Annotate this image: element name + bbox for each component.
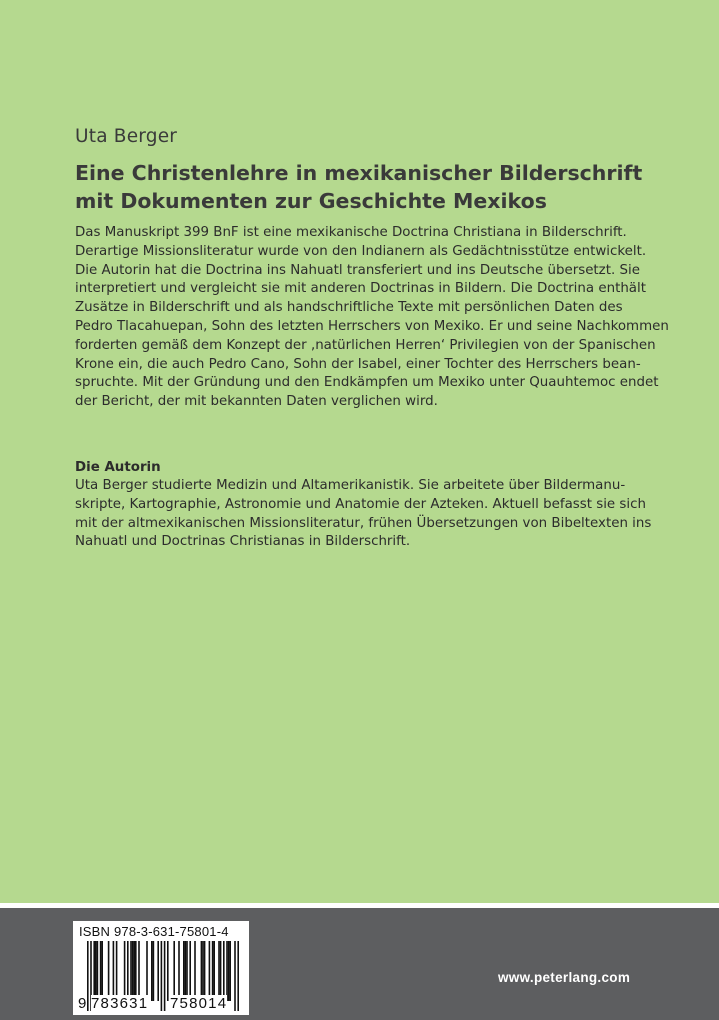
barcode-bar bbox=[95, 941, 97, 1001]
barcode-bar bbox=[204, 941, 206, 1001]
barcode-bar bbox=[133, 941, 135, 1001]
barcode-bar bbox=[108, 941, 110, 1001]
barcode-bar bbox=[173, 941, 175, 1001]
barcode-digits bbox=[73, 995, 249, 1013]
description-line: Das Manuskript 399 BnF ist eine mexikanische Doctrina Christiana in Bilderschrift. bbox=[75, 225, 627, 240]
description-line: Derartige Missionsliteratur wurde von den Indianern als Gedächtnisstütze entwickelt. bbox=[75, 243, 647, 259]
bio-heading: Die Autorin bbox=[75, 460, 161, 475]
description-line: interpretiert und vergleicht sie mit anderen Doctrinas in Bildern. Die Doctrina enthält bbox=[75, 281, 646, 297]
barcode-bar bbox=[178, 941, 180, 1001]
barcode-block bbox=[73, 921, 249, 1015]
barcode-bar bbox=[124, 941, 126, 1001]
barcode-bar bbox=[220, 941, 222, 1001]
barcode-bar bbox=[100, 941, 102, 1001]
barcode-bar bbox=[189, 941, 191, 1001]
barcode-bar bbox=[186, 941, 188, 1001]
bio-line: mit der altmexikanischen Missionsliteratur, frühen Übersetzungen von Bibeltexten ins bbox=[75, 515, 652, 531]
barcode-bar bbox=[116, 941, 118, 1001]
description-line: Die Autorin hat die Doctrina ins Nahuatl transferiert und ins Deutsche übersetzt. Sie bbox=[75, 262, 640, 278]
barcode-bar bbox=[223, 941, 225, 1001]
barcode-bar bbox=[183, 941, 185, 1001]
barcode-bar bbox=[151, 941, 153, 1001]
barcode-bar bbox=[101, 941, 103, 1001]
barcode-bar bbox=[153, 941, 155, 1001]
description-line: Krone ein, die auch Pedro Cano, Sohn der Isabel, einer Tochter des Herrschers bean- bbox=[75, 356, 641, 372]
description-line: forderten gemäß dem Konzept der ‚natürlichen Herren‘ Privilegien von der Spanischen bbox=[75, 337, 656, 353]
barcode-bar bbox=[113, 941, 115, 1001]
barcode-bar bbox=[138, 941, 140, 1001]
barcode-bar bbox=[135, 941, 137, 1001]
book-title bbox=[75, 159, 675, 215]
author-name: Uta Berger bbox=[75, 126, 178, 147]
bio-line: Nahuatl und Doctrinas Christianas in Bilderschrift. bbox=[75, 534, 411, 550]
barcode-bar bbox=[132, 941, 134, 1001]
barcode-bar bbox=[157, 941, 159, 1001]
barcode-bar bbox=[146, 941, 148, 1001]
book-description bbox=[75, 224, 669, 412]
bio-line: Uta Berger studierte Medizin und Altamerikanistik. Sie arbeitete über Bildermanu- bbox=[75, 478, 626, 493]
barcode-bar bbox=[194, 941, 196, 1001]
barcode-bar bbox=[213, 941, 215, 1001]
author-bio bbox=[75, 477, 655, 552]
barcode-bar bbox=[167, 941, 169, 1001]
publisher-website: www.peterlang.com bbox=[498, 970, 631, 985]
barcode-bar bbox=[212, 941, 214, 1001]
barcode-digits-left: 783631 bbox=[91, 995, 149, 1012]
barcode-bar bbox=[93, 941, 95, 1001]
title-line: mit Dokumenten zur Geschichte Mexikos bbox=[75, 189, 547, 213]
barcode-bar bbox=[185, 941, 187, 1001]
description-line: der Bericht, der mit bekannten Daten verglichen wird. bbox=[75, 394, 438, 410]
isbn-label: ISBN 978-3-631-75801-4 bbox=[79, 924, 229, 939]
barcode-bar bbox=[228, 941, 230, 1001]
barcode-digits-right: 758014 bbox=[170, 995, 228, 1012]
description-line: spruchte. Mit der Gründung und den Endkämpfen um Mexiko unter Quauhtemoc endet bbox=[75, 375, 659, 391]
barcode-bar bbox=[218, 941, 220, 1001]
barcode-bar bbox=[229, 941, 231, 1001]
description-line: Pedro Tlacahuepan, Sohn des letzten Herrschers von Mexiko. Er und seine Nachkommen bbox=[75, 318, 669, 334]
barcode-bar bbox=[130, 941, 132, 1001]
barcode-bar bbox=[97, 941, 99, 1001]
bio-line: skripte, Kartographie, Astronomie und Anatomie der Azteken. Aktuell befasst sie sich bbox=[75, 496, 646, 512]
barcode-digit-first: 9 bbox=[78, 995, 87, 1012]
title-line: Eine Christenlehre in mexikanischer Bilderschrift bbox=[75, 161, 643, 185]
barcode-bar bbox=[209, 941, 211, 1001]
barcode-bar bbox=[201, 941, 203, 1001]
barcode-bar bbox=[127, 941, 129, 1001]
barcode-bar bbox=[226, 941, 228, 1001]
barcode-bar bbox=[202, 941, 204, 1001]
description-line: Zusätze in Bilderschrift und als handschriftliche Texte mit persönlichen Daten des bbox=[75, 300, 623, 316]
